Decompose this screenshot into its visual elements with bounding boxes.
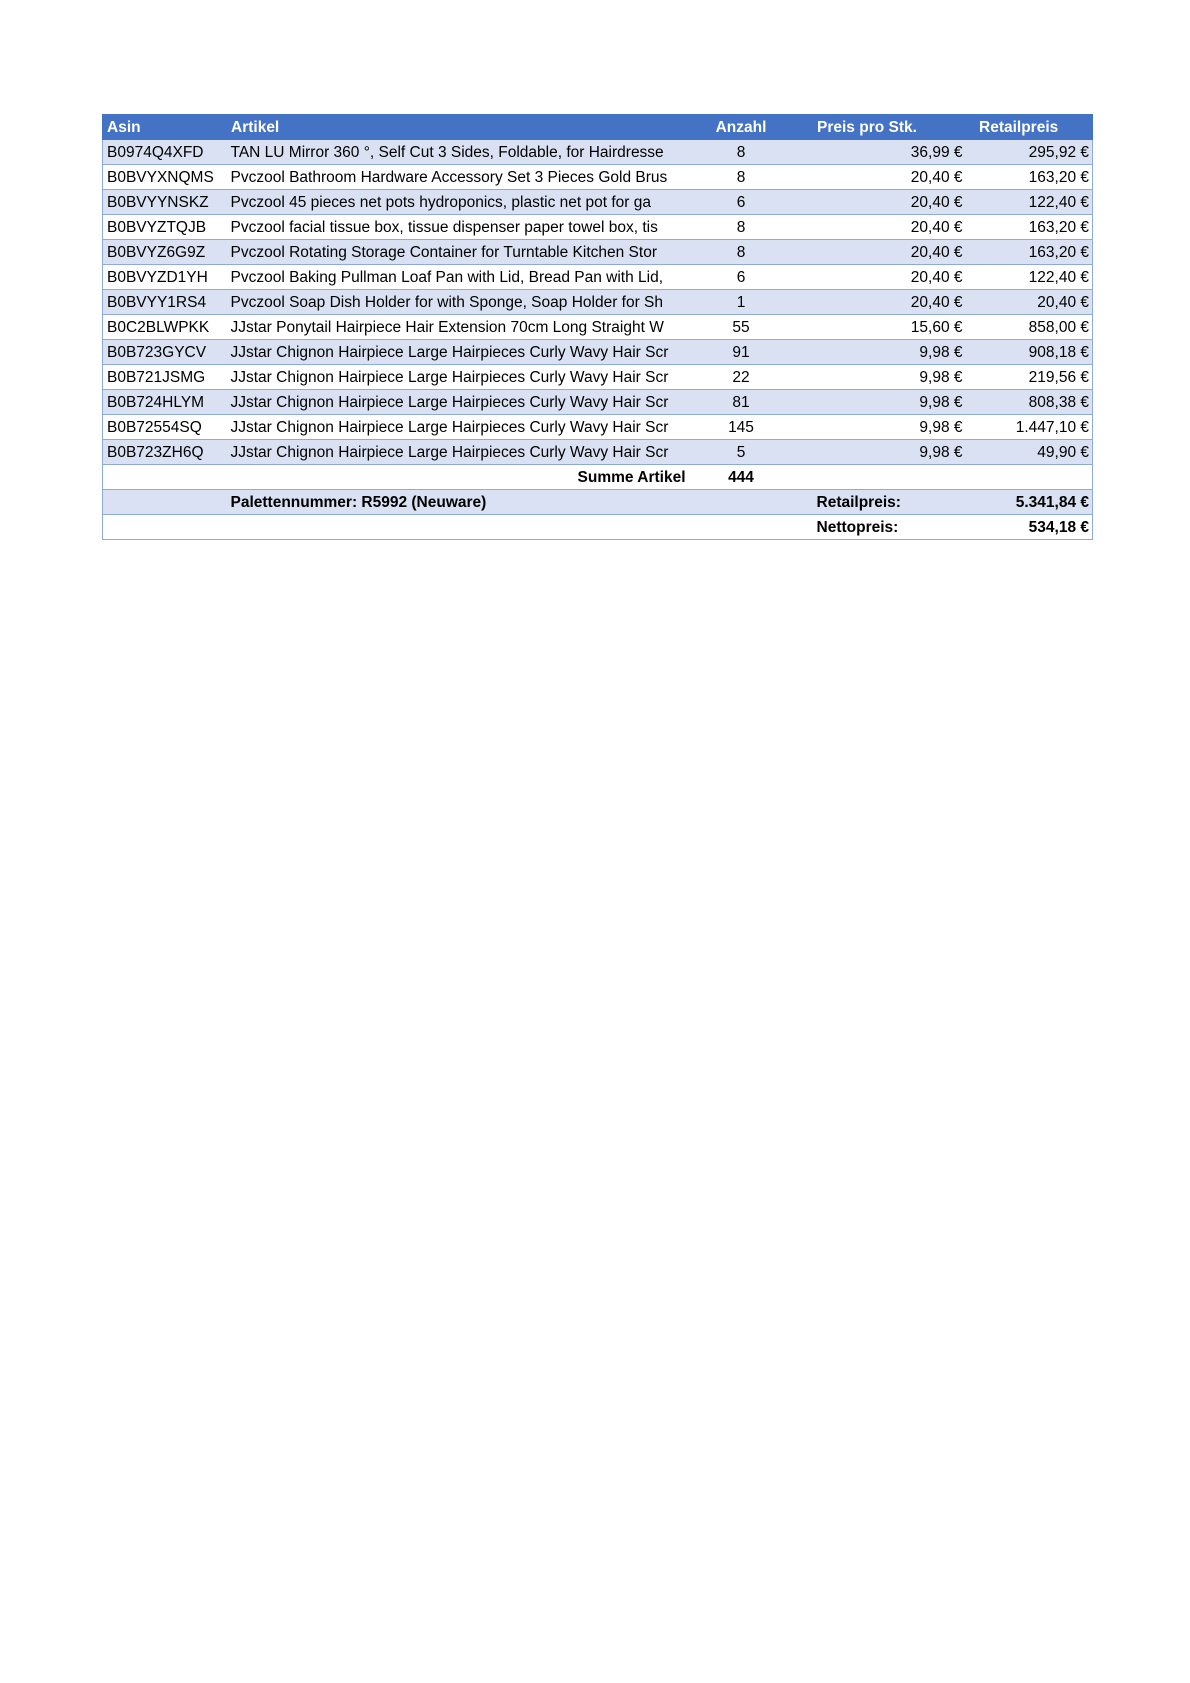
header-retailpreis: Retailpreis	[975, 115, 1093, 140]
cell-artikel: JJstar Chignon Hairpiece Large Hairpieces Curly Wavy Hair Scr	[227, 440, 690, 465]
header-artikel: Artikel	[227, 115, 690, 140]
summary-empty-cell	[793, 465, 975, 490]
cell-anzahl: 81	[690, 390, 793, 415]
cell-retailpreis: 20,40 €	[975, 290, 1093, 315]
retailpreis-total-value: 5.341,84 €	[975, 490, 1093, 515]
table-row	[103, 315, 1093, 340]
cell-preis-pro-stk: 20,40 €	[793, 190, 975, 215]
cell-anzahl: 91	[690, 340, 793, 365]
table-row	[103, 165, 1093, 190]
cell-anzahl: 22	[690, 365, 793, 390]
table-row	[103, 140, 1093, 165]
table-row	[103, 265, 1093, 290]
cell-asin: B0C2BLWPKK	[103, 315, 227, 340]
cell-retailpreis: 122,40 €	[975, 265, 1093, 290]
cell-anzahl: 6	[690, 265, 793, 290]
cell-preis-pro-stk: 9,98 €	[793, 390, 975, 415]
cell-artikel: Pvczool Baking Pullman Loaf Pan with Lid, Bread Pan with Lid,	[227, 265, 690, 290]
palettennummer-label: Palettennummer: R5992 (Neuware)	[227, 490, 690, 515]
table-row	[103, 290, 1093, 315]
retailpreis-total-label: Retailpreis:	[793, 490, 975, 515]
cell-preis-pro-stk: 9,98 €	[793, 440, 975, 465]
cell-artikel: Pvczool Bathroom Hardware Accessory Set 3 Pieces Gold Brus	[227, 165, 690, 190]
cell-preis-pro-stk: 15,60 €	[793, 315, 975, 340]
pallet-sheet	[102, 114, 1092, 540]
summary-section	[103, 465, 1093, 540]
cell-anzahl: 145	[690, 415, 793, 440]
cell-anzahl: 8	[690, 240, 793, 265]
cell-retailpreis: 219,56 €	[975, 365, 1093, 390]
summary-empty-cell	[690, 515, 793, 540]
cell-asin: B0BVYYNSKZ	[103, 190, 227, 215]
cell-retailpreis: 295,92 €	[975, 140, 1093, 165]
cell-artikel: TAN LU Mirror 360 °, Self Cut 3 Sides, Foldable, for Hairdresse	[227, 140, 690, 165]
cell-retailpreis: 858,00 €	[975, 315, 1093, 340]
cell-artikel: Pvczool Rotating Storage Container for Turntable Kitchen Stor	[227, 240, 690, 265]
cell-retailpreis: 163,20 €	[975, 165, 1093, 190]
cell-preis-pro-stk: 20,40 €	[793, 215, 975, 240]
summary-empty-cell	[975, 465, 1093, 490]
cell-retailpreis: 808,38 €	[975, 390, 1093, 415]
summe-artikel-label: Summe Artikel	[227, 465, 690, 490]
summary-row-netto	[103, 515, 1093, 540]
table-row	[103, 365, 1093, 390]
cell-asin: B0974Q4XFD	[103, 140, 227, 165]
summe-artikel-value: 444	[690, 465, 793, 490]
cell-retailpreis: 163,20 €	[975, 240, 1093, 265]
table-row	[103, 240, 1093, 265]
table-row	[103, 190, 1093, 215]
header-preis: Preis pro Stk.	[793, 115, 975, 140]
cell-artikel: Pvczool 45 pieces net pots hydroponics, plastic net pot for ga	[227, 190, 690, 215]
cell-retailpreis: 163,20 €	[975, 215, 1093, 240]
summary-empty-cell	[227, 515, 690, 540]
cell-retailpreis: 908,18 €	[975, 340, 1093, 365]
cell-anzahl: 5	[690, 440, 793, 465]
nettopreis-label: Nettopreis:	[793, 515, 975, 540]
table-row	[103, 415, 1093, 440]
cell-asin: B0B721JSMG	[103, 365, 227, 390]
table-header	[103, 115, 1093, 140]
table-body	[103, 140, 1093, 465]
cell-artikel: JJstar Chignon Hairpiece Large Hairpieces Curly Wavy Hair Scr	[227, 340, 690, 365]
cell-artikel: Pvczool facial tissue box, tissue dispenser paper towel box, tis	[227, 215, 690, 240]
cell-retailpreis: 1.447,10 €	[975, 415, 1093, 440]
cell-preis-pro-stk: 20,40 €	[793, 165, 975, 190]
table-row	[103, 440, 1093, 465]
summary-empty-cell	[103, 515, 227, 540]
cell-asin: B0B723ZH6Q	[103, 440, 227, 465]
cell-asin: B0B72554SQ	[103, 415, 227, 440]
cell-anzahl: 8	[690, 165, 793, 190]
nettopreis-value: 534,18 €	[975, 515, 1093, 540]
cell-preis-pro-stk: 20,40 €	[793, 240, 975, 265]
cell-preis-pro-stk: 36,99 €	[793, 140, 975, 165]
cell-preis-pro-stk: 9,98 €	[793, 340, 975, 365]
cell-artikel: JJstar Chignon Hairpiece Large Hairpieces Curly Wavy Hair Scr	[227, 390, 690, 415]
cell-asin: B0BVYXNQMS	[103, 165, 227, 190]
cell-anzahl: 8	[690, 215, 793, 240]
table-row	[103, 215, 1093, 240]
summary-empty-cell	[690, 490, 793, 515]
cell-anzahl: 1	[690, 290, 793, 315]
table-row	[103, 390, 1093, 415]
cell-retailpreis: 49,90 €	[975, 440, 1093, 465]
pallet-table	[102, 114, 1093, 540]
cell-anzahl: 55	[690, 315, 793, 340]
cell-preis-pro-stk: 20,40 €	[793, 265, 975, 290]
cell-artikel: JJstar Chignon Hairpiece Large Hairpieces Curly Wavy Hair Scr	[227, 415, 690, 440]
cell-asin: B0B723GYCV	[103, 340, 227, 365]
summary-empty-cell	[103, 490, 227, 515]
cell-asin: B0BVYZTQJB	[103, 215, 227, 240]
cell-preis-pro-stk: 9,98 €	[793, 415, 975, 440]
cell-asin: B0BVYY1RS4	[103, 290, 227, 315]
cell-preis-pro-stk: 9,98 €	[793, 365, 975, 390]
cell-artikel: Pvczool Soap Dish Holder for with Sponge, Soap Holder for Sh	[227, 290, 690, 315]
cell-anzahl: 8	[690, 140, 793, 165]
cell-preis-pro-stk: 20,40 €	[793, 290, 975, 315]
summary-row-retail	[103, 490, 1093, 515]
header-row	[103, 115, 1093, 140]
cell-retailpreis: 122,40 €	[975, 190, 1093, 215]
table-row	[103, 340, 1093, 365]
cell-artikel: JJstar Chignon Hairpiece Large Hairpieces Curly Wavy Hair Scr	[227, 365, 690, 390]
cell-asin: B0BVYZ6G9Z	[103, 240, 227, 265]
cell-asin: B0B724HLYM	[103, 390, 227, 415]
summary-row-summe	[103, 465, 1093, 490]
summary-empty-cell	[103, 465, 227, 490]
header-asin: Asin	[103, 115, 227, 140]
header-anzahl: Anzahl	[690, 115, 793, 140]
cell-artikel: JJstar Ponytail Hairpiece Hair Extension 70cm Long Straight W	[227, 315, 690, 340]
cell-asin: B0BVYZD1YH	[103, 265, 227, 290]
cell-anzahl: 6	[690, 190, 793, 215]
